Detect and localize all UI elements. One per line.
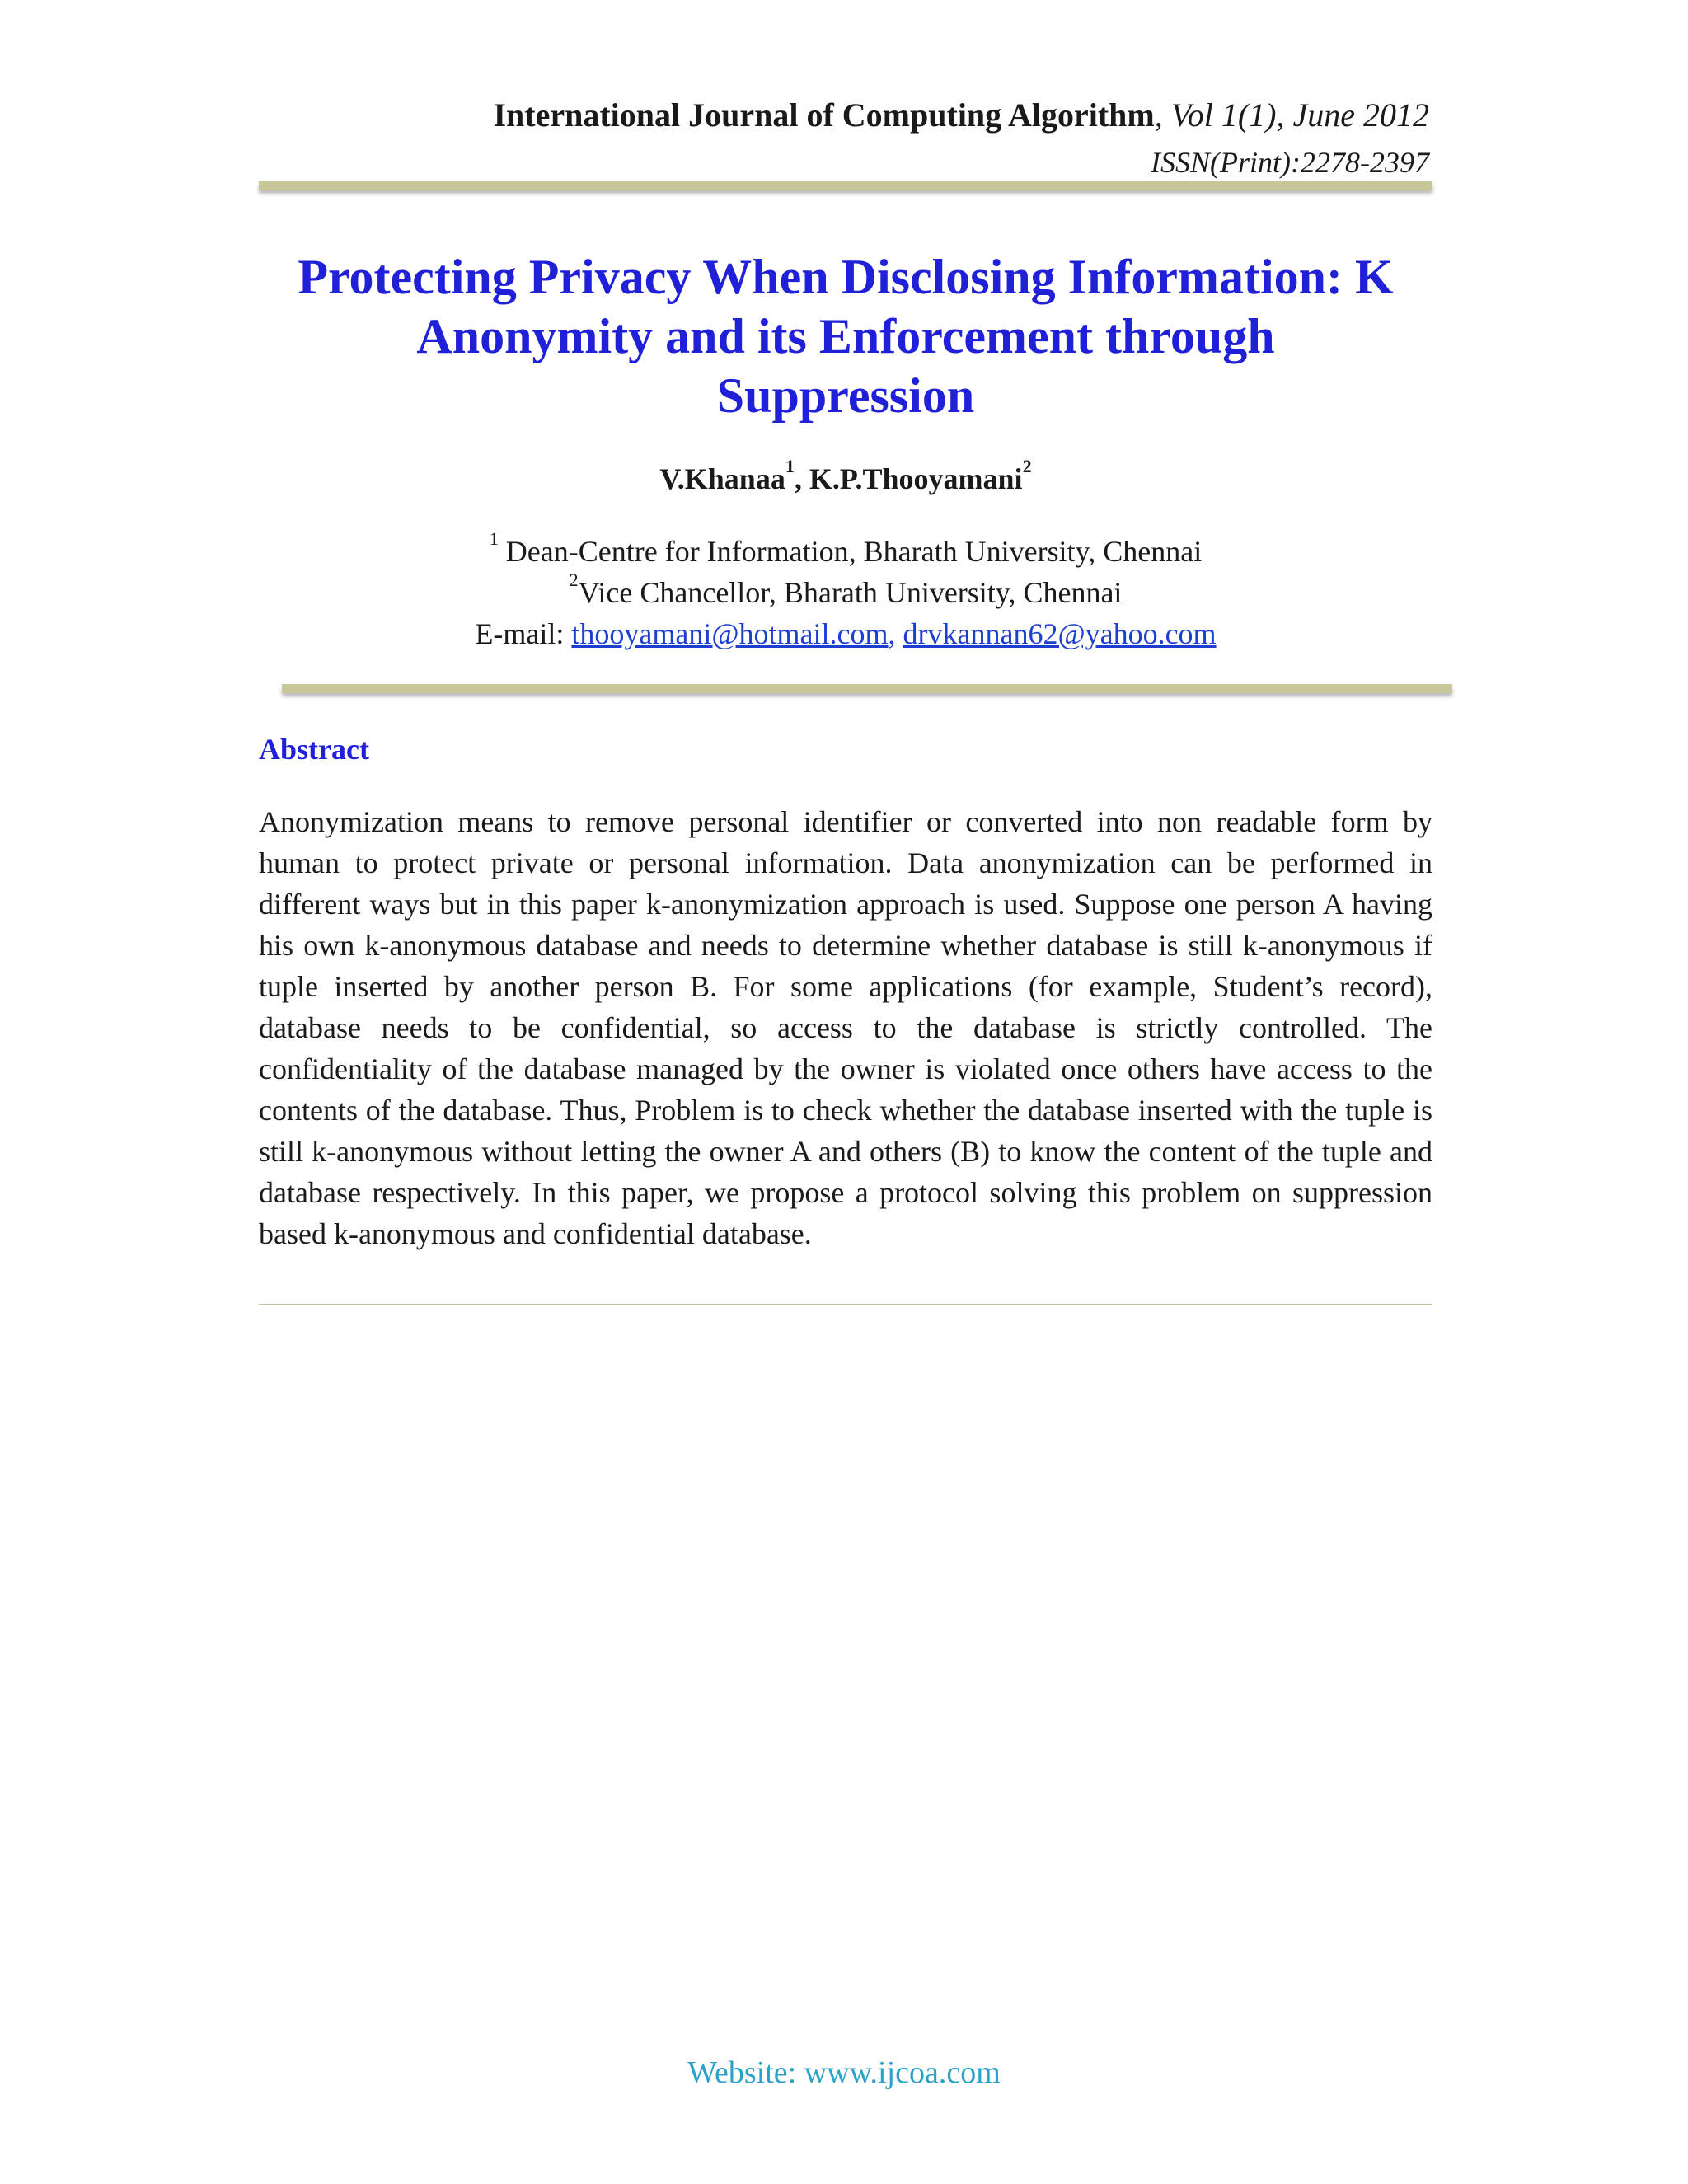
email-label: E-mail:: [475, 617, 572, 650]
abstract-text: Anonymization means to remove personal identifier or converted into non readable form by human to protect private or personal information. Data anonymization can be performed in different ways but in this paper k-anonymization approach is used. Suppose one person A having his own k-anonymous database and needs to determine whether database is still k-anonymous if tuple inserted by another person B. For some applications (for example, Student’s record), database needs to be confidential, so access to the database is strictly controlled. The confidentiality of the database managed by the owner is violated once others have access to the contents of the database. Thus, Problem is to check whether the database inserted with the tuple is still k-anonymous without letting the owner A and others (B) to know the content of the tuple and database respectively. In this paper, we propose a protocol solving this problem on suppression based k-anonymous and confidential database.: [259, 805, 1432, 1250]
email-line: [259, 613, 1432, 654]
title-line: Protecting Privacy When Disclosing Information: K: [298, 250, 1394, 304]
email-separator: ,: [888, 617, 896, 650]
author-affiliation-mark: 2: [1022, 456, 1032, 477]
journal-citation: [259, 92, 1429, 138]
header-divider: [259, 181, 1432, 190]
affiliation-line: [259, 569, 1432, 613]
title-line: Anonymity and its Enforcement through: [416, 309, 1275, 363]
abstract-divider: [259, 1304, 1432, 1305]
affiliations: [259, 528, 1432, 654]
author-name: V.Khanaa: [659, 462, 785, 495]
affiliation-text: Dean-Centre for Information, Bharath University, Chennai: [498, 535, 1203, 568]
paper-title: [259, 247, 1432, 425]
footer-website: Website: www.ijcoa.com: [687, 2055, 1001, 2090]
affiliation-text: Vice Chancellor, Bharath University, Chennai: [578, 576, 1123, 609]
email-link[interactable]: thooyamani@hotmail.com: [571, 617, 889, 650]
title-line: Suppression: [716, 368, 975, 423]
section-divider: [282, 684, 1452, 693]
journal-header: [259, 92, 1429, 183]
affiliation-mark: 1: [489, 528, 499, 550]
email-link[interactable]: drvkannan62@yahoo.com: [903, 617, 1217, 650]
abstract-heading: Abstract: [259, 733, 369, 766]
author-separator: ,: [794, 462, 809, 495]
author-affiliation-mark: 1: [785, 456, 795, 477]
journal-issn: ISSN(Print):2278-2397: [1151, 146, 1429, 179]
affiliation-line: [259, 528, 1432, 572]
affiliation-mark: 2: [569, 569, 579, 591]
author-list: [259, 458, 1432, 499]
journal-volume: , Vol 1(1), June 2012: [1154, 96, 1429, 134]
author-name: K.P.Thooyamani: [809, 462, 1023, 495]
journal-name: International Journal of Computing Algorithm: [493, 96, 1155, 134]
